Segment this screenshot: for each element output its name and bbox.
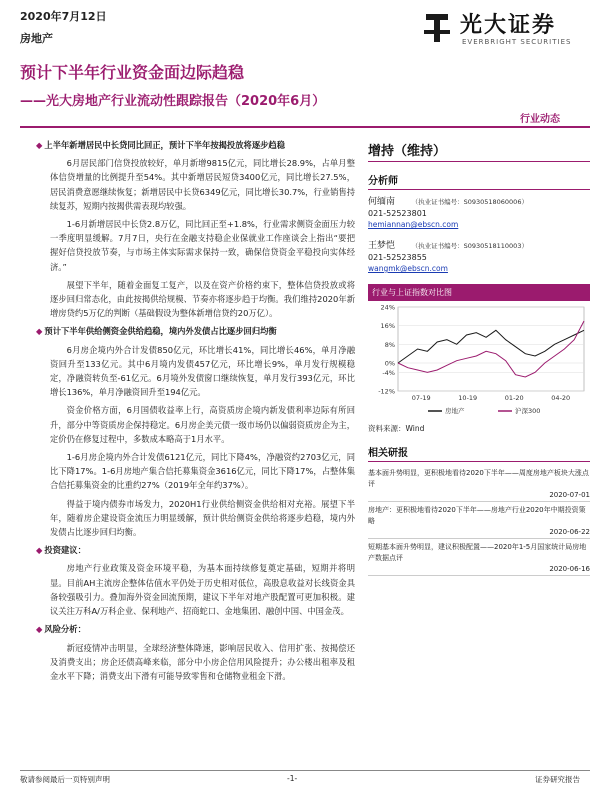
research-date: 2020-06-22 [368,527,590,539]
y-tick-label: 24% [380,303,395,312]
footer-report-type: 证券研究报告 [535,775,580,784]
analyst-email-link[interactable]: wangmk@ebscn.com [368,264,448,273]
analyst-phone: 021-52523855 [368,253,427,262]
legend-label: 沪深300 [515,407,541,415]
footer-disclaimer: 敬请参阅最后一页特别声明 [20,775,110,784]
report-title: 预计下半年行业资金面边际趋稳 [20,63,245,82]
paragraph: 展望下半年，随着金面复工复产，以及在资产价格约束下，整体信贷投放或将逐步回归常态化，由此按揭供给规模、节奏亦将逐步趋于均衡。我们维持2020年新增房贷约5万亿的判断（基础假设为整体新增信贷约20万亿）。 [50,279,355,319]
x-tick-label: 04-20 [551,394,571,402]
paragraph: 1-6月新增居民中长贷2.8万亿，同比回正至+1.8%，行业需求侧资金面压力较一季度明显缓解。7月7日，央行在金融支持稳企业保就业工作座谈会上指出“要把握好信贷投放节奏，与市场主体实际需求保持一致，确保信贷资金平稳投向实体经济。” [50,219,355,272]
research-date: 2020-06-16 [368,564,590,576]
analyst-name: 王梦恺 [368,241,396,251]
y-tick-label: -12% [378,387,395,396]
chart-source: 资料来源：Wind [368,424,425,433]
report-subtitle: ——光大房地产行业流动性跟踪报告（2020年6月） [20,94,326,109]
plot-frame [398,307,584,391]
analyst-heading: 分析师 [368,176,398,187]
page-number: -1- [287,774,298,783]
x-tick-label: 07-19 [411,394,431,402]
logo-mark-icon [420,10,454,46]
research-item[interactable] [368,468,590,502]
research-item[interactable] [368,505,590,539]
main-body [36,134,355,687]
paragraph: 6月房企境内外合计发债850亿元，环比增长41%，同比增长46%，单月净融资回升至133亿元。其中6月境内发债457亿元，环比增长9%，单月发行规模稳定，净融资转负至-61亿元。6月境外发债窗口继续恢复，单月发行393亿元，环比增长136%，单月净融资回升至194亿元。 [50,344,355,398]
analyst-email-link[interactable]: hemiannan@ebscn.com [368,220,459,229]
x-tick-label: 01-20 [504,394,524,402]
section-heading: ◆ 上半年新增居民中长贷同比回正，预计下半年按揭投放将逐步趋稳 [36,140,286,150]
logo-text-en: EVERBRIGHT SECURITIES [462,38,572,46]
diamond-icon: ◆ [36,545,43,556]
analyst-name: 何缅南 [368,197,396,207]
rating: 增持（维持） [368,144,447,159]
report-type-tag: 行业动态 [520,114,560,125]
company-logo [420,8,590,52]
paragraph: 资金价格方面，6月国债收益率上行，高资质房企境内新发债利率边际有所回升，部分中等资质房企保持稳定。6月房企美元债一级市场仍以偏弱资质房企为主，定价仍在修复过程中，多数成本略高于1月水平。 [50,405,355,444]
paragraph: 房地产行业政策及资金环境平稳，为基本面持续修复奠定基础，短期并将明显。目前AH主流房企整体估值水平仍处于历史相对低位，高股息收益对长线资金具备较强吸引力。叠加海外资金回流预期，建议下半年对地产股配置可更加积极。建议关注万科A/万科企业、保利地产、招商蛇口、金地集团、融创中国、中国金茂。 [50,563,355,617]
analyst-card [368,196,590,230]
chart-svg [368,301,590,421]
sidebar-divider [368,189,590,190]
section-heading: ◆ 风险分析： [36,624,86,635]
paragraph: 得益于境内债券市场发力，2020H1行业供给侧资金供给相对充裕。展望下半年，随着房企建设资金流压力明显缓解，预计供给侧资金供给将逐步趋稳，境内外发债占比逐步回归均衡。 [50,498,355,538]
series-line-0 [398,330,584,363]
analyst-license: （执业证书编号：S0930518110003） [411,242,528,250]
sidebar-divider [368,161,590,162]
report-date: 2020年7月12日 [20,10,107,23]
index-comparison-chart [368,301,590,421]
y-tick-label: 8% [384,340,395,349]
footer-divider [20,770,590,771]
paragraph: 6月居民部门信贷投放较好，单月新增9815亿元，同比增长28.9%，占单月整体信贷增量的比例提升至54%。其中新增居民短贷3400亿元，同比增长27.5%，居民消费意愿继续恢复；新增居民中长贷6349亿元，同比增长30.7%，行业销售持续复苏，短期内按揭供需表现均较强。 [50,158,355,211]
y-tick-label: 16% [380,322,395,331]
y-tick-label: -4% [382,368,395,377]
chart-title: 行业与上证指数对比图 [368,284,590,301]
industry-label: 房地产 [20,32,53,45]
research-title: 短期基本面升势明显，建议积极配置——2020年1-5月国家统计局房地产数据点评 [368,543,587,562]
sidebar-divider [368,461,590,462]
research-item[interactable] [368,542,590,576]
logo-text-cn: 光大证券 [460,12,557,38]
diamond-icon: ◆ [36,140,43,150]
paragraph: 新冠疫情冲击明显，全球经济整体降速，影响居民收入、信用扩张、按揭偿还及消费支出；房企还债高峰来临，部分中小房企信用风险提升；办公楼出租率及租金水平下降；消费支出下滑有可能导致零售和仓储物业租金下滑。 [50,642,355,681]
analyst-license: （执业证书编号：S0930518060006） [411,198,528,206]
research-title: 基本面升势明显，更积极地看待2020下半年——周度房地产板块大涨点评 [368,469,589,488]
header-divider [20,126,590,128]
x-tick-label: 10-19 [458,394,478,402]
analyst-phone: 021-52523801 [368,209,427,218]
sidebar [368,134,590,579]
paragraph: 1-6月房企境内外合计发债6121亿元，同比下降4%，净融资约2703亿元，同比下降17%。1-6月房地产集合信托募集资金3616亿元，同比下降17%，占整体集合信托募集资金的比重约27%（2019年全年约37%）。 [50,452,355,491]
section-heading: ◆ 投资建议： [36,545,86,556]
analyst-card [368,240,590,274]
series-line-1 [398,321,584,377]
research-date: 2020-07-01 [368,490,590,502]
diamond-icon: ◆ [36,624,43,635]
legend-label: 房地产 [445,407,465,415]
research-list [368,468,590,576]
research-title: 房地产：更积极地看待2020下半年——房地产行业2020年中期投资策略 [368,506,586,525]
research-heading: 相关研报 [368,448,408,459]
section-heading: ◆ 预计下半年供给侧资金供给趋稳，境内外发债占比逐步回归均衡 [36,326,277,337]
y-tick-label: 0% [384,359,395,368]
diamond-icon: ◆ [36,326,43,337]
